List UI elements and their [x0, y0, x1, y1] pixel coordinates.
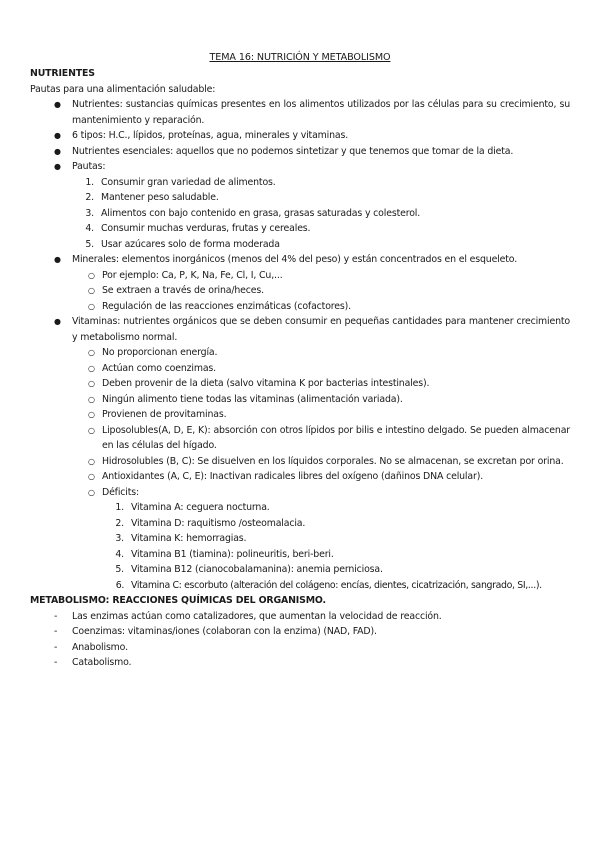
list-item: ○ Liposolubles(A, D, E, K): absorción con otros lípidos por bilis e intestino delgado. Se pueden almacenar en las células del hígado. — [88, 424, 570, 451]
list-item: 3. Alimentos con bajo contenido en grasa, grasas saturadas y colesterol. — [85, 207, 421, 219]
dash-bullet-icon: - — [54, 610, 58, 622]
list-item: ● Nutrientes: sustancias químicas presentes en los alimentos utilizados por las células para su crecimiento, su mantenimiento y reparación. — [54, 99, 570, 126]
circle-bullet-icon: ○ — [88, 286, 95, 295]
list-item: ○ Deben provenir de la dieta (salvo vitamina K por bacterias intestinales). — [30, 376, 570, 392]
circle-bullet-icon: ○ — [88, 270, 95, 280]
document-title: TEMA 16: NUTRICIÓN Y METABOLISMO — [209, 52, 391, 63]
list-item: - Coenzimas: vitaminas/iones (colaboran con la enzima) (NAD, FAD). — [30, 624, 570, 640]
intro-paragraph: Pautas para una alimentación saludable: — [30, 83, 216, 95]
list-item: 2. Vitamina D: raquitismo /osteomalacia. — [115, 517, 306, 529]
circle-bullet-icon: ○ — [88, 348, 95, 357]
list-item: ○ Déficits: — [30, 485, 570, 501]
dash-bullet-icon: - — [54, 657, 58, 668]
list-item: ○ Ningún alimento tiene todas las vitaminas (alimentación variada). — [30, 392, 570, 408]
circle-bullet-icon: ○ — [88, 472, 95, 481]
list-item: 5. Usar azúcares solo de forma moderada — [85, 238, 280, 250]
list-item: 5. Vitamina B12 (cianocobalamanina): anemia perniciosa. — [115, 564, 383, 575]
list-item: ● Pautas: — [30, 159, 570, 175]
circle-bullet-icon: ○ — [88, 456, 95, 466]
bullet-icon: ● — [54, 100, 61, 109]
list-item: ○ Regulación de las reacciones enzimáticas (cofactores). — [30, 299, 570, 315]
dash-bullet-icon: - — [54, 626, 58, 637]
list-item: ● Nutrientes esenciales: aquellos que no podemos sintetizar y que tenemos que tomar de la dieta. — [30, 144, 570, 160]
list-item: 4. Vitamina B1 (tiamina): polineuritis, beri-beri. — [115, 548, 334, 560]
list-item: 6. Vitamina C: escorbuto (alteración del colágeno: encías, dientes, cicatrización, sangrado, SI,...). — [115, 579, 542, 591]
document-body — [30, 66, 570, 671]
list-item: ○ No proporcionan energía. — [30, 345, 570, 361]
list-item: ○ Hidrosolubles (B, C): Se disuelven en los líquidos corporales. No se almacenan, se excretan por orina. — [30, 454, 570, 470]
circle-bullet-icon: ○ — [88, 425, 95, 435]
list-item: 2. Mantener peso saludable. — [85, 192, 219, 203]
bullet-icon: ● — [54, 146, 61, 156]
list-item: ○ Actúan como coenzimas. — [30, 361, 570, 377]
list-item: - Anabolismo. — [30, 640, 570, 656]
list-item: ● Vitaminas: nutrientes orgánicos que se deben consumir en pequeñas cantidades para mantener crecimiento y metabolismo normal. — [54, 316, 570, 343]
bullet-icon: ● — [54, 162, 61, 171]
bullet-icon: ● — [54, 317, 61, 326]
list-item: - Catabolismo. — [30, 655, 570, 671]
list-item: 1. Vitamina A: ceguera nocturna. — [115, 502, 270, 513]
list-item: 1. Consumir gran variedad de alimentos. — [85, 176, 276, 188]
list-item: - Las enzimas actúan como catalizadores, que aumentan la velocidad de reacción. — [30, 609, 570, 625]
list-item: 4. Consumir muchas verduras, frutas y cereales. — [85, 223, 311, 234]
circle-bullet-icon: ○ — [88, 363, 95, 373]
list-item: ● 6 tipos: H.C., lípidos, proteínas, agua, minerales y vitaminas. — [30, 128, 570, 144]
circle-bullet-icon: ○ — [88, 394, 95, 404]
list-item: ● Minerales: elementos inorgánicos (menos del 4% del peso) y están concentrados en el esqueleto. — [30, 252, 570, 268]
list-item: ○ Se extraen a través de orina/heces. — [30, 283, 570, 299]
circle-bullet-icon: ○ — [88, 379, 95, 388]
circle-bullet-icon: ○ — [88, 410, 95, 419]
section-heading-metabolismo: METABOLISMO: REACCIONES QUÍMICAS DEL ORGANISMO. — [30, 595, 326, 606]
list-item: 3. Vitamina K: hemorragias. — [115, 533, 247, 544]
circle-bullet-icon: ○ — [88, 487, 95, 497]
list-item: ○ Provienen de provitaminas. — [30, 407, 570, 423]
bullet-icon: ● — [54, 131, 61, 140]
list-item: ○ Por ejemplo: Ca, P, K, Na, Fe, Cl, I, Cu,... — [30, 268, 570, 284]
list-item: ○ Antioxidantes (A, C, E): Inactivan radicales libres del oxígeno (dañinos DNA celular). — [30, 469, 570, 485]
bullet-icon: ● — [54, 255, 61, 264]
circle-bullet-icon: ○ — [88, 301, 95, 311]
section-heading-nutrientes: NUTRIENTES — [30, 68, 95, 79]
dash-bullet-icon: - — [54, 641, 58, 653]
